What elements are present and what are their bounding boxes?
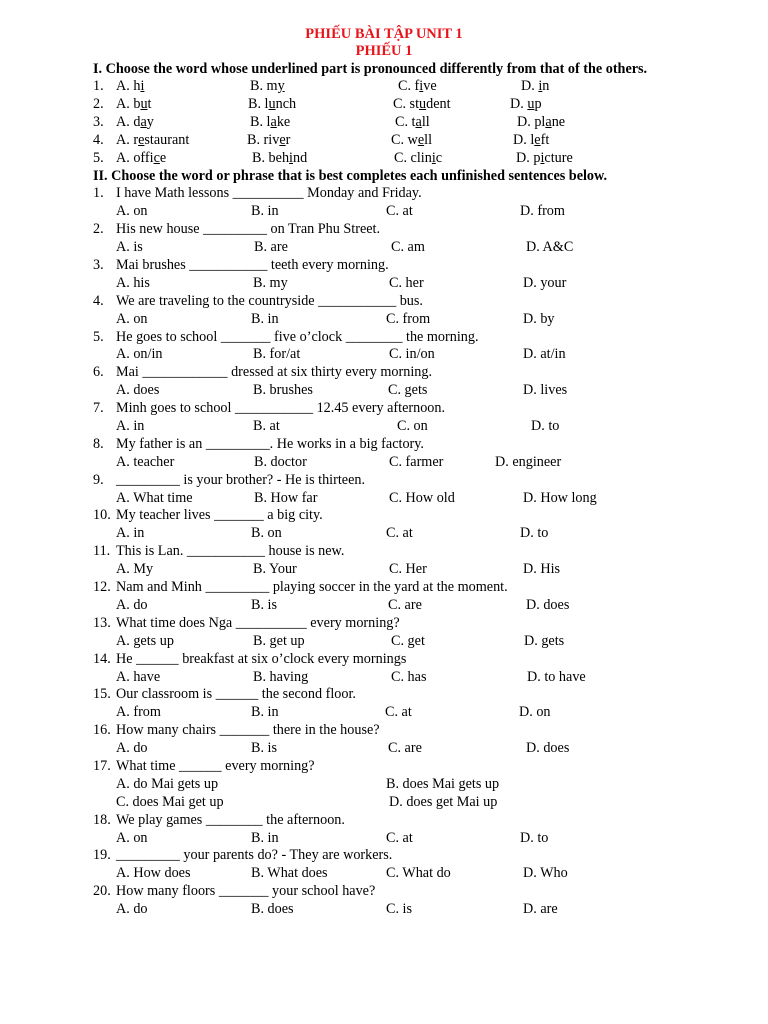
answer-option: C. on	[397, 418, 428, 435]
question-number: 16.	[93, 722, 111, 739]
answer-option: A. gets up	[116, 632, 174, 649]
options-row	[0, 203, 768, 221]
answer-option: B. my	[250, 78, 285, 94]
question-row	[0, 579, 768, 597]
answer-option: C. What do	[386, 865, 451, 882]
answer-option: B. behind	[252, 149, 308, 166]
answer-option: C. gets	[388, 382, 428, 399]
answer-option: B. river	[247, 131, 291, 148]
question-row	[0, 257, 768, 275]
answer-option: A. How does	[116, 865, 191, 882]
answer-option: B. is	[251, 740, 278, 757]
underlined-part: i	[540, 149, 545, 166]
answer-option: A. My	[116, 561, 154, 578]
answer-option: D. A&C	[526, 239, 574, 256]
answer-option: A. do	[116, 901, 148, 918]
answer-option: A. but	[116, 95, 152, 112]
answer-option: C. her	[389, 274, 424, 291]
answer-option: B. Your	[253, 561, 297, 578]
underlined-part: e	[279, 131, 286, 148]
question-number: 4.	[93, 292, 104, 309]
question-row	[0, 507, 768, 525]
underlined-part: e	[138, 131, 145, 148]
question-row	[0, 78, 768, 96]
question-row	[0, 150, 768, 168]
answer-option: A. do Mai gets up	[116, 775, 219, 792]
question-text: Nam and Minh _________ playing soccer in the yard at the moment.	[116, 579, 508, 596]
answer-option: C. Her	[389, 561, 427, 578]
question-number: 1.	[93, 78, 104, 94]
question-text: Mai brushes ___________ teeth every morning.	[116, 257, 389, 274]
answer-option: A. day	[116, 113, 154, 130]
answer-option: A. on	[116, 829, 148, 846]
answer-option: B. lake	[250, 113, 291, 130]
question-row	[0, 400, 768, 418]
question-text: _________ is your brother? - He is thirteen.	[116, 471, 366, 488]
answer-option: B. doctor	[254, 453, 307, 470]
answer-option: C. are	[388, 740, 422, 757]
question-text: What time does Nga __________ every morning?	[116, 614, 400, 631]
options-row	[0, 239, 768, 257]
options-row	[0, 740, 768, 758]
options-row	[0, 704, 768, 722]
question-row	[0, 436, 768, 454]
answer-option: D. by	[523, 310, 555, 327]
underlined-part: e	[534, 131, 541, 148]
section1-heading: I. Choose the word whose underlined part is pronounced differently from that of the others.	[93, 61, 648, 77]
options-row	[0, 669, 768, 687]
underlined-part: i	[431, 149, 436, 166]
answer-option: D. at/in	[523, 346, 566, 363]
answer-option: A. restaurant	[116, 131, 190, 148]
underlined-part: a	[270, 113, 277, 130]
question-number: 8.	[93, 435, 104, 452]
question-text: This is Lan. ___________ house is new.	[116, 543, 345, 560]
options-row	[0, 418, 768, 436]
answer-option: A. on	[116, 203, 148, 220]
answer-option: A. office	[116, 149, 167, 166]
underlined-part: i	[289, 149, 293, 166]
question-row	[0, 883, 768, 901]
answer-option: D. does	[526, 596, 570, 613]
answer-option: A. in	[116, 525, 145, 542]
question-row	[0, 329, 768, 347]
answer-option: B. in	[251, 829, 279, 846]
underlined-part: u	[527, 95, 535, 112]
options-row	[0, 311, 768, 329]
underlined-part: a	[415, 113, 422, 130]
question-row	[0, 132, 768, 150]
question-number: 6.	[93, 364, 104, 381]
answer-option: C. get	[391, 632, 425, 649]
answer-option: B. How far	[254, 489, 318, 506]
question-row	[0, 651, 768, 669]
answer-option: B. in	[251, 310, 279, 327]
options-row	[0, 346, 768, 364]
underlined-part: i	[419, 78, 424, 94]
question-row	[0, 114, 768, 132]
underlined-part: a	[545, 113, 552, 130]
answer-option: C. in/on	[389, 346, 435, 363]
options-row	[0, 901, 768, 919]
underlined-part: u	[140, 95, 148, 112]
answer-option: B. does Mai gets up	[386, 775, 500, 792]
answer-option: C. does Mai get up	[116, 793, 224, 810]
question-number: 7.	[93, 400, 104, 417]
answer-option: D. your	[523, 274, 567, 291]
answer-option: D. on	[519, 704, 551, 721]
question-text: We play games ________ the afternoon.	[116, 811, 345, 828]
question-number: 13.	[93, 614, 111, 631]
underlined-part: u	[419, 95, 427, 112]
answer-option: A. do	[116, 740, 148, 757]
answer-option: B. in	[251, 203, 279, 220]
options-row	[0, 794, 768, 812]
question-text: How many floors _______ your school have?	[116, 883, 376, 900]
answer-option: C. five	[398, 78, 437, 94]
answer-option: A. from	[116, 704, 161, 721]
answer-option: D. does	[526, 740, 570, 757]
question-text: What time ______ every morning?	[116, 757, 315, 774]
question-row	[0, 543, 768, 561]
question-text: Our classroom is ______ the second floor.	[116, 686, 356, 703]
answer-option: A. teacher	[116, 453, 175, 470]
answer-option: D. to have	[527, 668, 586, 685]
options-row	[0, 633, 768, 651]
answer-option: A. hi	[116, 78, 145, 94]
question-number: 3.	[93, 257, 104, 274]
answer-option: B. is	[251, 596, 278, 613]
worksheet	[0, 26, 768, 919]
answer-option: D. up	[510, 95, 542, 112]
underlined-part: c	[153, 149, 160, 166]
question-number: 2.	[93, 221, 104, 238]
answer-option: D. left	[513, 131, 550, 148]
answer-option: B. What does	[251, 865, 328, 882]
answer-option: B. for/at	[253, 346, 301, 363]
question-row	[0, 686, 768, 704]
answer-option: D. to	[520, 829, 549, 846]
answer-option: D. does get Mai up	[389, 793, 498, 810]
question-number: 4.	[93, 131, 104, 148]
answer-option: C. How old	[389, 489, 455, 506]
question-row	[0, 293, 768, 311]
question-row	[0, 847, 768, 865]
question-text: I have Math lessons __________ Monday and Friday.	[116, 185, 422, 202]
section2-heading: II. Choose the word or phrase that is best completes each unfinished sentences below.	[93, 168, 608, 185]
answer-option: D. from	[520, 203, 565, 220]
answer-option: B. brushes	[253, 382, 313, 399]
answer-option: A. his	[116, 274, 150, 291]
answer-option: C. from	[386, 310, 431, 327]
question-number: 17.	[93, 757, 111, 774]
section2-list	[0, 185, 768, 919]
answer-option: C. at	[386, 829, 413, 846]
answer-option: D. Who	[523, 865, 568, 882]
underlined-part: a	[140, 113, 147, 130]
question-text: Mai ____________ dressed at six thirty every morning.	[116, 364, 433, 381]
question-row	[0, 96, 768, 114]
question-text: _________ your parents do? - They are workers.	[116, 847, 393, 864]
options-row	[0, 490, 768, 508]
options-row	[0, 776, 768, 794]
answer-option: C. at	[385, 704, 412, 721]
question-text: He ______ breakfast at six o’clock every mornings	[116, 650, 407, 667]
underlined-part: e	[417, 131, 425, 148]
question-row	[0, 758, 768, 776]
answer-option: D. lives	[523, 382, 568, 399]
question-number: 15.	[93, 686, 111, 703]
question-number: 2.	[93, 95, 104, 112]
answer-option: A. have	[116, 668, 161, 685]
answer-option: B. on	[251, 525, 282, 542]
answer-option: C. farmer	[389, 453, 444, 470]
answer-option: A. on	[116, 310, 148, 327]
underlined-part: y	[277, 78, 285, 94]
answer-option: D. to	[520, 525, 549, 542]
question-number: 9.	[93, 471, 104, 488]
answer-option: D. are	[523, 901, 558, 918]
answer-option: B. lunch	[248, 95, 297, 112]
answer-option: D. plane	[517, 113, 566, 130]
question-text: We are traveling to the countryside ___________ bus.	[116, 292, 423, 309]
answer-option: C. at	[386, 203, 413, 220]
answer-option: A. do	[116, 596, 148, 613]
question-row	[0, 185, 768, 203]
answer-option: D. gets	[524, 632, 565, 649]
question-row	[0, 615, 768, 633]
question-row	[0, 472, 768, 490]
question-text: How many chairs _______ there in the house?	[116, 722, 380, 739]
options-row	[0, 865, 768, 883]
answer-option: C. clinic	[394, 149, 443, 166]
question-number: 3.	[93, 113, 104, 130]
answer-option: C. are	[388, 596, 422, 613]
answer-option: B. my	[253, 274, 288, 291]
question-number: 5.	[93, 328, 104, 345]
question-number: 12.	[93, 579, 111, 596]
answer-option: D. His	[523, 561, 561, 578]
question-row	[0, 722, 768, 740]
answer-option: A. does	[116, 382, 160, 399]
answer-option: D. How long	[523, 489, 597, 506]
options-row	[0, 275, 768, 293]
options-row	[0, 830, 768, 848]
options-row	[0, 597, 768, 615]
underlined-part: i	[538, 78, 543, 94]
question-row	[0, 221, 768, 239]
answer-option: D. in	[521, 78, 550, 94]
answer-option: D. picture	[516, 149, 573, 166]
answer-option: A. is	[116, 239, 143, 256]
question-number: 5.	[93, 149, 104, 166]
answer-option: B. at	[253, 418, 280, 435]
answer-option: B. in	[251, 704, 279, 721]
answer-option: B. get up	[253, 632, 305, 649]
options-row	[0, 561, 768, 579]
options-row	[0, 454, 768, 472]
question-text: He goes to school _______ five o’clock ________ the morning.	[116, 328, 479, 345]
section1-list	[0, 78, 768, 167]
options-row	[0, 382, 768, 400]
worksheet-title: PHIẾU BÀI TẬP UNIT 1	[305, 26, 463, 42]
question-text: My teacher lives _______ a big city.	[116, 507, 323, 524]
options-row	[0, 525, 768, 543]
answer-option: C. has	[391, 668, 427, 685]
answer-option: D. engineer	[495, 453, 562, 470]
answer-option: B. does	[251, 901, 294, 918]
answer-option: A. on/in	[116, 346, 163, 363]
worksheet-subtitle: PHIẾU 1	[355, 43, 413, 59]
answer-option: C. well	[391, 131, 433, 148]
question-text: His new house _________ on Tran Phu Street.	[116, 221, 381, 238]
answer-option: C. am	[391, 239, 425, 256]
answer-option: C. at	[386, 525, 413, 542]
underlined-part: i	[140, 78, 145, 94]
question-number: 1.	[93, 185, 104, 202]
question-number: 20.	[93, 883, 111, 900]
question-row	[0, 812, 768, 830]
question-number: 11.	[93, 543, 111, 560]
answer-option: D. to	[531, 418, 560, 435]
answer-option: A. in	[116, 418, 145, 435]
answer-option: C. is	[386, 901, 413, 918]
question-number: 18.	[93, 811, 111, 828]
answer-option: A. What time	[116, 489, 193, 506]
underlined-part: u	[268, 95, 276, 112]
question-number: 19.	[93, 847, 111, 864]
question-number: 10.	[93, 507, 111, 524]
answer-option: C. tall	[395, 113, 430, 130]
question-number: 14.	[93, 650, 111, 667]
answer-option: C. student	[393, 95, 451, 112]
question-row	[0, 364, 768, 382]
answer-option: B. are	[254, 239, 288, 256]
answer-option: B. having	[253, 668, 309, 685]
question-text: My father is an _________. He works in a big factory.	[116, 435, 424, 452]
question-text: Minh goes to school ___________ 12.45 every afternoon.	[116, 400, 446, 417]
